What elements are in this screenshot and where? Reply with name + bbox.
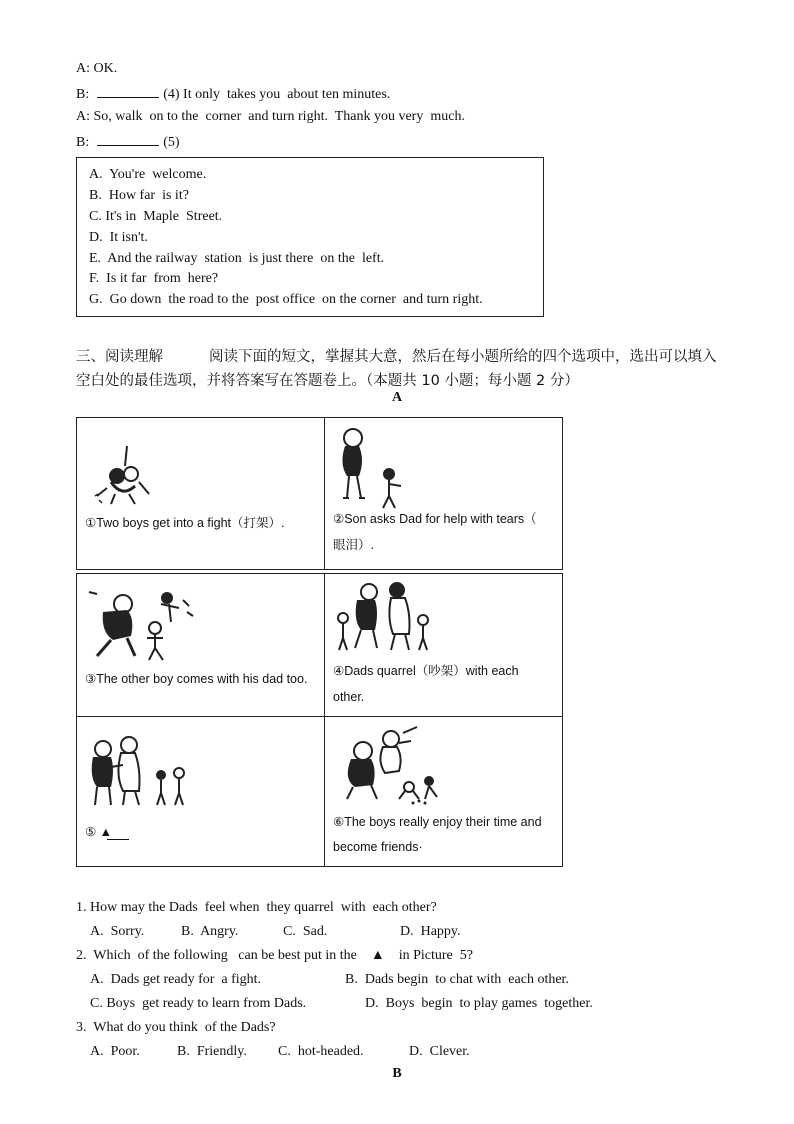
passage-b-label: B [392, 1066, 402, 1081]
panel-5-blank-line [107, 839, 129, 840]
comic-panel-5 [76, 716, 325, 867]
question-2: 2. Which of the following can be best put in the ▲ in Picture 5? [76, 948, 473, 963]
option-b: B. How far is it? [89, 188, 189, 203]
son-and-dad-illustration [331, 424, 411, 512]
answer-blank-4 [97, 84, 159, 98]
option-f: F. Is it far from here? [89, 271, 219, 286]
section-directions: 阅读下面的短文，掌握其大意，然后在每小题所给的四个选项中，选出可以填入空白处的最佳选项，并将答案写在答题卷上。（本题共 10 小题；每小题 2 分） [76, 349, 717, 389]
panel-3-caption: ③The other boy comes with his dad too. [85, 672, 308, 686]
q3-choice-b: B. Friendly. [177, 1044, 247, 1059]
dialogue-line-2 [76, 84, 390, 104]
comic-panel-1 [76, 417, 325, 570]
comic-panel-2 [324, 417, 563, 570]
option-g: G. Go down the road to the post office on the corner and turn right. [89, 292, 483, 307]
question-3: 3. What do you think of the Dads? [76, 1020, 276, 1035]
section-title: 三、阅读理解 [76, 349, 163, 365]
q1-choice-b: B. Angry. [181, 924, 239, 939]
comic-panel-6 [324, 716, 563, 867]
q3-choice-d: D. Clever. [409, 1044, 470, 1059]
dads-and-boys-illustration [83, 735, 193, 811]
dialogue-text: (4) It only takes you about ten minutes. [163, 87, 391, 102]
panel-1-caption: ①Two boys get into a fight（打架）. [85, 516, 285, 530]
dialogue-line-4 [76, 132, 180, 152]
q1-choice-d: D. Happy. [400, 924, 461, 939]
fighting-boys-illustration [87, 438, 157, 508]
speaker-label: B: [76, 87, 90, 102]
passage-a-label: A [391, 390, 403, 405]
option-a: A. You're welcome. [89, 167, 207, 182]
comic-panel-3 [76, 573, 325, 717]
q1-choice-c: C. Sad. [283, 924, 328, 939]
panel-6-caption: ⑥The boys really enjoy their time and [333, 815, 542, 829]
q2-choice-d: D. Boys begin to play games together. [365, 996, 593, 1011]
section-instructions [76, 345, 726, 393]
q2-choice-b: B. Dads begin to chat with each other. [345, 972, 569, 987]
panel-5-caption-text: ⑤ ▲ [85, 825, 113, 839]
dialogue-line-1: A: OK. [76, 61, 118, 76]
q3-choice-c: C. hot-headed. [278, 1044, 364, 1059]
option-e: E. And the railway station is just there on the left. [89, 251, 385, 266]
panel-2-caption-cont: 眼泪）. [333, 538, 374, 552]
panel-4-caption-cont: other. [333, 690, 365, 704]
q2-choice-c: C. Boys get ready to learn from Dads. [90, 996, 307, 1011]
dads-quarrel-illustration [331, 578, 435, 658]
panel-2-caption: ②Son asks Dad for help with tears（ [333, 512, 537, 526]
q2-choice-a: A. Dads get ready for a fight. [90, 972, 262, 987]
dialogue-line-3: A: So, walk on to the corner and turn right. Thank you very much. [76, 109, 465, 124]
boy-with-dad-illustration [83, 582, 203, 664]
boys-playing-illustration [333, 723, 449, 805]
q3-choice-a: A. Poor. [90, 1044, 140, 1059]
comic-panel-4 [324, 573, 563, 717]
options-box [76, 157, 544, 317]
panel-4-caption: ④Dads quarrel（吵架）with each [333, 664, 519, 678]
speaker-label: B: [76, 135, 90, 150]
option-c: C. It's in Maple Street. [89, 209, 223, 224]
dialogue-text: (5) [163, 135, 180, 150]
question-1: 1. How may the Dads feel when they quarrel with each other? [76, 900, 437, 915]
q1-choice-a: A. Sorry. [90, 924, 145, 939]
answer-blank-5 [97, 132, 159, 146]
panel-6-caption-cont: become friends· [333, 840, 423, 854]
option-d: D. It isn't. [89, 230, 148, 245]
panel-5-caption [85, 819, 316, 845]
